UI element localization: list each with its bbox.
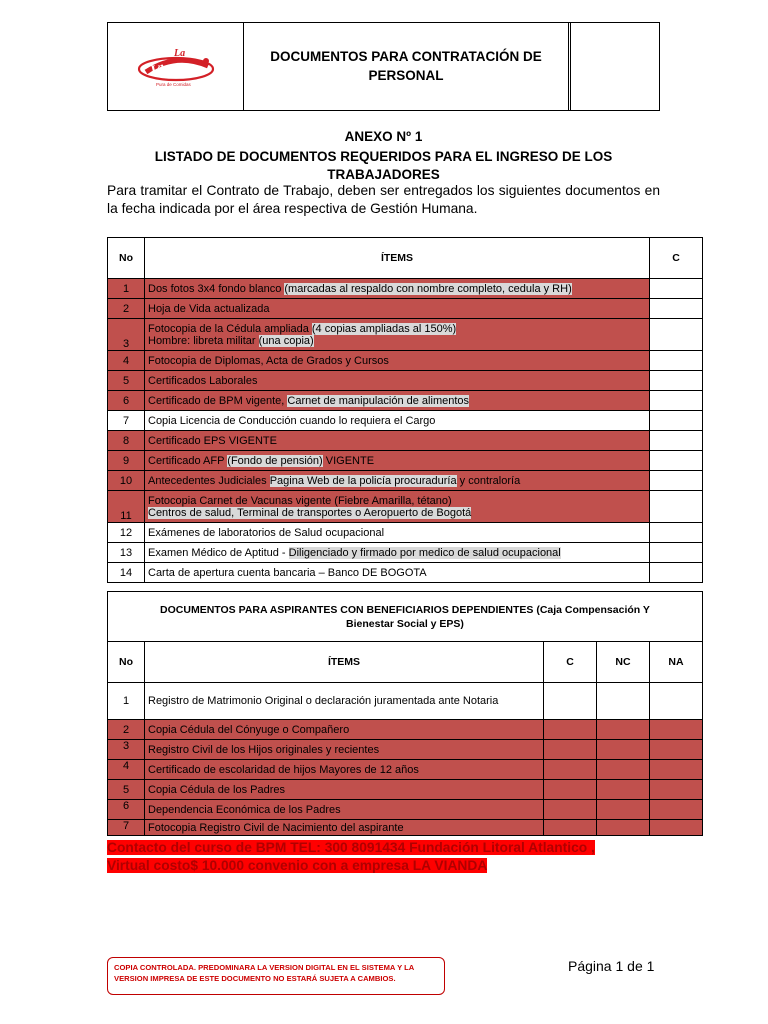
checkbox-cell[interactable] — [650, 391, 703, 411]
table-row: 7 Fotocopia Registro Civil de Nacimiento del aspirante — [108, 820, 703, 836]
contact-line-1: Contacto del curso de BPM TEL: 300 8091434 Fundación Litoral Atlantico , — [107, 840, 595, 855]
annex-number: ANEXO Nº 1 — [344, 129, 423, 144]
table-row: 6 Dependencia Económica de los Padres — [108, 800, 703, 820]
checkbox-cell[interactable] — [650, 760, 703, 780]
table-caption-row — [108, 592, 703, 642]
checkbox-cell[interactable] — [650, 523, 703, 543]
col-na: NA — [650, 642, 703, 683]
logo-cell — [108, 23, 244, 110]
intro-paragraph: Para tramitar el Contrato de Trabajo, deben ser entregados los siguientes documentos en la fecha indicada por el área respectiva de Gestión Humana. — [107, 183, 660, 216]
checkbox-cell[interactable] — [650, 740, 703, 760]
checkbox-cell[interactable] — [650, 820, 703, 836]
table-row: 3 Fotocopia de la Cédula ampliada (4 copias ampliadas al 150%) Hombre: libreta militar (una copia) — [108, 319, 703, 351]
table-row: 1 Registro de Matrimonio Original o declaración juramentada ante Notaria — [108, 683, 703, 720]
checkbox-cell[interactable] — [597, 800, 650, 820]
checkbox-cell[interactable] — [650, 491, 703, 523]
checkbox-cell[interactable] — [544, 820, 597, 836]
table-row: 6 Certificado de BPM vigente, Carnet de manipulación de alimentos — [108, 391, 703, 411]
contact-line-2: Virtual costo$ 10.000 convenio con a empresa LA VIANDA — [107, 858, 488, 873]
checkbox-cell[interactable] — [650, 800, 703, 820]
table-row: 2 Copia Cédula del Cónyuge o Compañero — [108, 720, 703, 740]
checkbox-cell[interactable] — [650, 351, 703, 371]
dependents-documents-table — [107, 591, 703, 836]
table-row: 7 Copia Licencia de Conducción cuando lo requiera el Cargo — [108, 411, 703, 431]
table-row: 5 Certificados Laborales — [108, 371, 703, 391]
bpm-course-contact — [107, 839, 595, 875]
checkbox-cell[interactable] — [650, 471, 703, 491]
table-row: 4 Certificado de escolaridad de hijos Mayores de 12 años — [108, 760, 703, 780]
page-number: Página 1 de 1 — [568, 958, 655, 974]
col-items: ÍTEMS — [145, 238, 650, 279]
document-header — [107, 22, 660, 111]
checkbox-cell[interactable] — [650, 411, 703, 431]
col-no: No — [108, 238, 145, 279]
checkbox-cell[interactable] — [650, 563, 703, 583]
checkbox-cell[interactable] — [544, 800, 597, 820]
la-vianda-logo — [136, 42, 216, 92]
checkbox-cell[interactable] — [650, 543, 703, 563]
required-documents-table — [107, 237, 703, 583]
table-row: 5 Copia Cédula de los Padres — [108, 780, 703, 800]
checkbox-cell[interactable] — [597, 720, 650, 740]
table-header-row — [108, 238, 703, 279]
checkbox-cell[interactable] — [650, 299, 703, 319]
checkbox-cell[interactable] — [650, 319, 703, 351]
header-blank-cell — [571, 23, 659, 110]
checkbox-cell[interactable] — [597, 760, 650, 780]
svg-text:Pura de Comidas: Pura de Comidas — [155, 81, 191, 87]
checkbox-cell[interactable] — [650, 683, 703, 720]
checkbox-cell[interactable] — [544, 740, 597, 760]
table-row: 12 Exámenes de laboratorios de Salud ocupacional — [108, 523, 703, 543]
col-c: C — [650, 238, 703, 279]
checkbox-cell[interactable] — [650, 431, 703, 451]
checkbox-cell[interactable] — [597, 683, 650, 720]
col-items: ÍTEMS — [145, 642, 544, 683]
col-nc: NC — [597, 642, 650, 683]
table-row: 4 Fotocopia de Diplomas, Acta de Grados y Cursos — [108, 351, 703, 371]
controlled-copy-stamp: COPIA CONTROLADA. PREDOMINARA LA VERSION DIGITAL EN EL SISTEMA Y LA VERSION IMPRESA DE ESTE DOCUMENTO NO ESTARÁ SUJETA A CAMBIOS. — [107, 957, 445, 995]
dependents-caption: DOCUMENTOS PARA ASPIRANTES CON BENEFICIARIOS DEPENDIENTES (Caja Compensación Y Bienestar Social y EPS) — [108, 592, 703, 642]
checkbox-cell[interactable] — [544, 683, 597, 720]
table-row: 13 Examen Médico de Aptitud - Diligenciado y firmado por medico de salud ocupacional — [108, 543, 703, 563]
table-row: 1 Dos fotos 3x4 fondo blanco (marcadas al respaldo con nombre completo, cedula y RH) — [108, 279, 703, 299]
annex-title: LISTADO DE DOCUMENTOS REQUERIDOS PARA EL INGRESO DE LOS TRABAJADORES — [154, 149, 613, 182]
document-title: DOCUMENTOS PARA CONTRATACIÓN DE PERSONAL — [244, 23, 571, 110]
table-row: 11 Fotocopia Carnet de Vacunas vigente (Fiebre Amarilla, tétano) Centros de salud, Terminal de transportes o Aeropuerto de Bogotá — [108, 491, 703, 523]
checkbox-cell[interactable] — [597, 820, 650, 836]
table-row: 14 Carta de apertura cuenta bancaria – Banco DE BOGOTA — [108, 563, 703, 583]
col-c: C — [544, 642, 597, 683]
table-row: 10 Antecedentes Judiciales Pagina Web de la policía procuraduría y contraloría — [108, 471, 703, 491]
checkbox-cell[interactable] — [597, 740, 650, 760]
svg-text:Vianda: Vianda — [149, 62, 194, 79]
checkbox-cell[interactable] — [650, 279, 703, 299]
table-row: 2 Hoja de Vida actualizada — [108, 299, 703, 319]
table-row: 3 Registro Civil de los Hijos originales y recientes — [108, 740, 703, 760]
checkbox-cell[interactable] — [544, 760, 597, 780]
checkbox-cell[interactable] — [650, 371, 703, 391]
table-row: 9 Certificado AFP (Fondo de pensión) VIGENTE — [108, 451, 703, 471]
checkbox-cell[interactable] — [544, 780, 597, 800]
checkbox-cell[interactable] — [650, 780, 703, 800]
checkbox-cell[interactable] — [544, 720, 597, 740]
checkbox-cell[interactable] — [650, 720, 703, 740]
checkbox-cell[interactable] — [597, 780, 650, 800]
col-no: No — [108, 642, 145, 683]
table-header-row — [108, 642, 703, 683]
svg-text:La: La — [173, 47, 185, 59]
table-row: 8 Certificado EPS VIGENTE — [108, 431, 703, 451]
checkbox-cell[interactable] — [650, 451, 703, 471]
